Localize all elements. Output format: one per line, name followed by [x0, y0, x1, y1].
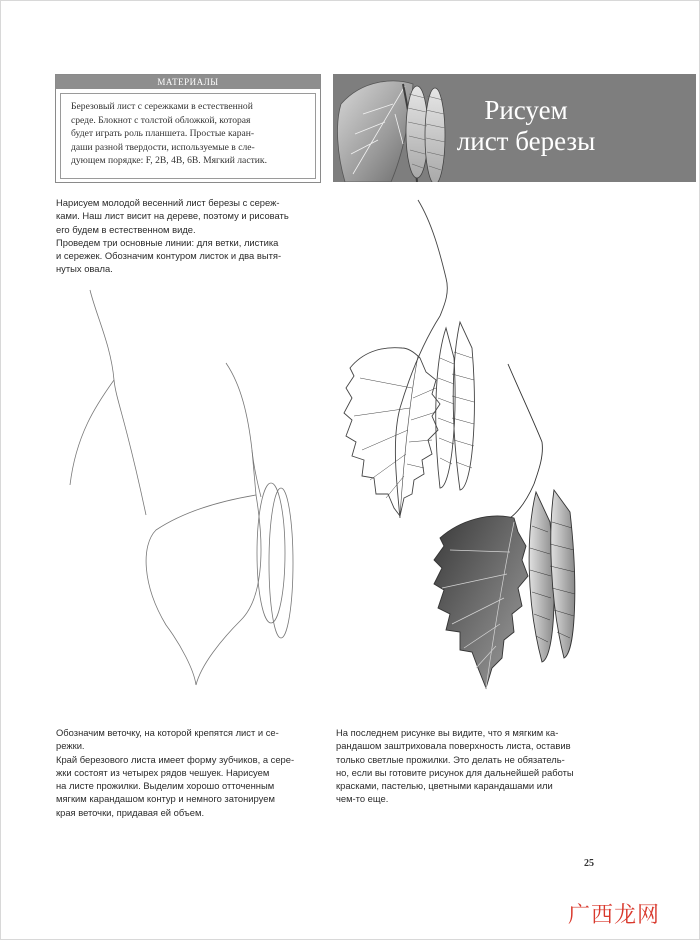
title-line: лист березы [456, 126, 596, 156]
text-line: чем-то еще. [336, 793, 389, 805]
text-line: нутых овала. [56, 263, 113, 275]
intro-paragraph [56, 196, 322, 276]
text-line: красками, пастелью, цветными карандашами или [336, 780, 553, 792]
materials-box [55, 74, 321, 183]
materials-text [61, 94, 315, 168]
text-line: Край березового листа имеет форму зубчиков, а сере- [56, 753, 295, 765]
text-line: Нарисуем молодой весенний лист березы с сереж- [56, 197, 280, 208]
text-line: мягким карандашом контур и немного затонируем [56, 793, 275, 805]
materials-line: среде. Блокнот с толстой обложкой, которая [71, 114, 251, 126]
watermark: 广西龙网 [568, 902, 661, 927]
text-line: Проведем три основные линии: для ветки, листика [56, 236, 279, 248]
text-line: ками. Наш лист висит на дереве, поэтому и рисовать [56, 210, 289, 222]
text-line: только светлые прожилки. Это делать не обязатель- [336, 753, 565, 765]
page-title [436, 95, 616, 157]
step3-shaded-leaf [430, 362, 590, 702]
text-line: но, если вы готовите рисунок для дальнейшей работы [336, 766, 574, 778]
materials-line: Березовый лист с сережками в естественной [71, 101, 253, 112]
text-line: его будем в естественном виде. [56, 223, 196, 235]
text-line: На последнем рисунке вы видите, что я мягким ка- [336, 727, 559, 738]
step1-line-sketch [56, 285, 336, 705]
materials-inner-frame [60, 93, 316, 179]
step3-paragraph [336, 726, 602, 806]
step2-paragraph [56, 726, 326, 819]
materials-line: дующем порядке: F, 2B, 4B, 6B. Мягкий ластик. [71, 155, 267, 167]
text-line: и сережек. Обозначим контуром листок и два вытя- [56, 250, 282, 262]
text-line: края веточки, придавая ей объем. [56, 806, 205, 818]
materials-line: будет играть роль планшета. Простые каран- [71, 128, 255, 140]
materials-heading: МАТЕРИАЛЫ [56, 75, 320, 89]
materials-line: даши разной твердости, используемые в сле- [71, 141, 255, 153]
text-line: жки состоят из четырех рядов чешуек. Нарисуем [56, 766, 270, 778]
text-line: Обозначим веточку, на которой крепятся лист и се- [56, 727, 279, 738]
text-line: на листе прожилки. Выделим хорошо отточенным [56, 780, 275, 792]
text-line: режки. [56, 740, 85, 752]
title-line: Рисуем [484, 95, 568, 125]
text-line: рандашом заштриховала поверхность листа, оставив [336, 740, 571, 752]
page-number: 25 [584, 858, 594, 869]
